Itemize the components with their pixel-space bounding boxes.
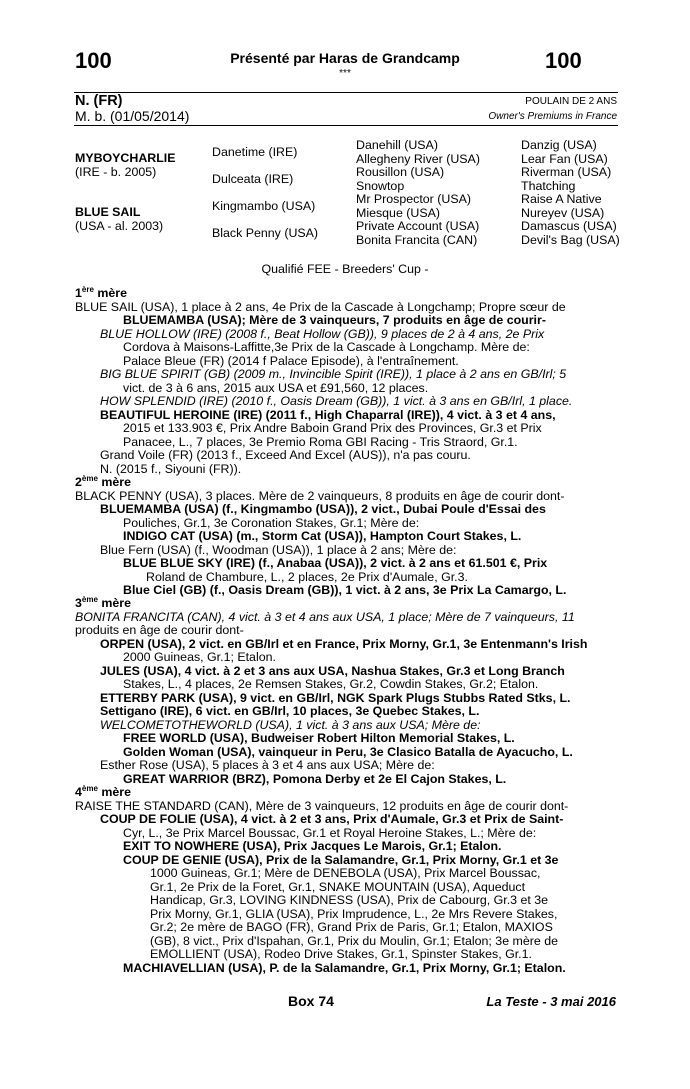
pedigree-gen4-5: Raise A Native [521, 192, 602, 206]
pedigree-gen4-3: Riverman (USA) [521, 165, 612, 179]
pedigree-gen4-8: Devil's Bag (USA) [521, 233, 620, 247]
pedigree-gen3-1: Danehill (USA) [356, 138, 438, 152]
pedigree-gen3-7: Private Account (USA) [356, 219, 480, 233]
text-line: WELCOMETOTHEWORLD (USA), 1 vict. à 3 ans aux USA; Mère de: [100, 718, 481, 732]
text-line: BIG BLUE SPIRIT (GB) (2009 m., Invincible Spirit (IRE)), 1 place à 2 ans en GB/Irl; 5 [100, 367, 567, 381]
text-line: ETTERBY PARK (USA), 9 vict. en GB/Irl, NGK Spark Plugs Stubbs Rated Stks, L. [100, 691, 571, 705]
text-line: Gr.1, 2e Prix de la Foret, Gr.1, SNAKE MOUNTAIN (USA), Aqueduct [150, 880, 526, 894]
pedigree-gen4-7: Damascus (USA) [521, 219, 617, 233]
text-line: Cyr, L., 3e Prix Marcel Boussac, Gr.1 et Royal Heroine Stakes, L.; Mère de: [123, 826, 537, 840]
text-line: Blue Ciel (GB) (f., Oasis Dream (GB)), 1 vict. à 2 ans, 3e Prix La Camargo, L. [123, 583, 567, 597]
text-line: EXIT TO NOWHERE (USA), Prix Jacques Le Marois, Gr.1; Etalon. [123, 839, 502, 853]
header-rule-top [74, 92, 618, 93]
section-4eme-mere: 4ème mère [75, 784, 131, 800]
pedigree-gen2-2: Dulceata (IRE) [212, 172, 294, 186]
text-line: Roland de Chambure, L., 2 places, 2e Prix d'Aumale, Gr.3. [146, 570, 468, 584]
pedigree-gen3-2: Allegheny River (USA) [356, 152, 480, 166]
text-line: BLUEMAMBA (USA) (f., Kingmambo (USA)), 2 vict., Dubai Poule d'Essai des [100, 502, 546, 516]
qualification: Qualifié FEE - Breeders' Cup - [261, 262, 429, 276]
horse-category: POULAIN DE 2 ANS [525, 96, 617, 107]
text-line: 2000 Guineas, Gr.1; Etalon. [123, 650, 276, 664]
text-line: COUP DE GENIE (USA), Prix de la Salamandre, Gr.1, Prix Morny, Gr.1 et 3e [123, 853, 559, 867]
pedigree-sire: MYBOYCHARLIE [75, 151, 176, 165]
text-line: (GB), 8 vict., Prix d'Ispahan, Gr.1, Prix du Moulin, Gr.1; Etalon; 3e mère de [150, 934, 558, 948]
presenter-stars: *** [339, 68, 351, 79]
horse-name: N. (FR) [75, 93, 123, 109]
text-line: COUP DE FOLIE (USA), 4 vict. à 2 et 3 ans, Prix d'Aumale, Gr.3 et Prix de Saint- [100, 812, 564, 826]
text-line: HOW SPLENDID (IRE) (2010 f., Oasis Dream (GB)), 1 vict. à 3 ans en GB/Irl, 1 place. [100, 394, 573, 408]
text-line: 2015 et 133.903 €, Prix Andre Baboin Grand Prix des Provinces, Gr.3 et Prix [123, 421, 542, 435]
text-line: EMOLLIENT (USA), Rodeo Drive Stakes, Gr.1, Spinster Stakes, Gr.1. [150, 947, 532, 961]
pedigree-gen4-1: Danzig (USA) [521, 138, 597, 152]
text-line: Gr.2; 2e mère de BAGO (FR), Grand Prix de Paris, Gr.1; Etalon, MAXIOS [150, 920, 553, 934]
text-line: Settigano (IRE), 6 vict. en GB/Irl, 10 places, 3e Quebec Stakes, L. [100, 704, 480, 718]
text-line: BLUEMAMBA (USA); Mère de 3 vainqueurs, 7 produits en âge de courir- [123, 313, 546, 327]
text-line: INDIGO CAT (USA) (m., Storm Cat (USA)), Hampton Court Stakes, L. [123, 529, 522, 543]
pedigree-gen4-4: Thatching [521, 179, 576, 193]
text-line: Prix Morny, Gr.1, GLIA (USA), Prix Imprudence, L., 2e Mrs Revere Stakes, [150, 907, 558, 921]
text-line: Cordova à Maisons-Laffitte,3e Prix de la Cascade à Longchamp. Mère de: [123, 340, 530, 354]
text-line: Palace Bleue (FR) (2014 f Palace Episode), à l'entraînement. [123, 354, 459, 368]
lot-number-right: 100 [545, 48, 582, 73]
pedigree-gen2-4: Black Penny (USA) [212, 226, 319, 240]
section-3eme-mere: 3ème mère [75, 595, 131, 611]
text-line: MACHIAVELLIAN (USA), P. de la Salamandre, Gr.1, Prix Morny, Gr.1; Etalon. [123, 961, 566, 975]
owner-premiums: Owner's Premiums in France [488, 111, 617, 122]
text-line: BLACK PENNY (USA), 3 places. Mère de 2 vainqueurs, 8 produits en âge de courir dont- [75, 489, 565, 503]
pedigree-dam-info: (USA - al. 2003) [75, 219, 164, 233]
pedigree-gen3-8: Bonita Francita (CAN) [356, 233, 478, 247]
text-line: FREE WORLD (USA), Budweiser Robert Hilton Memorial Stakes, L. [123, 731, 515, 745]
horse-details: M. b. (01/05/2014) [75, 108, 190, 124]
text-line: Blue Fern (USA) (f., Woodman (USA)), 1 place à 2 ans; Mère de: [100, 543, 457, 557]
pedigree-gen3-5: Mr Prospector (USA) [356, 192, 471, 206]
text-line: BLUE HOLLOW (IRE) (2008 f., Beat Hollow (GB)), 9 places de 2 à 4 ans, 2e Prix [100, 327, 545, 341]
presenter-title: Présenté par Haras de Grandcamp [230, 50, 460, 66]
lot-number-left: 100 [75, 48, 112, 73]
text-line: produits en âge de courir dont- [75, 623, 244, 637]
text-line: BEAUTIFUL HEROINE (IRE) (2011 f., High Chaparral (IRE)), 4 vict. à 3 et 4 ans, [100, 408, 556, 422]
pedigree-gen2-1: Danetime (IRE) [212, 145, 298, 159]
pedigree-gen2-3: Kingmambo (USA) [212, 199, 316, 213]
text-line: Esther Rose (USA), 5 places à 3 et 4 ans aux USA; Mère de: [100, 758, 435, 772]
pedigree-gen4-2: Lear Fan (USA) [521, 152, 608, 166]
text-line: Stakes, L., 4 places, 2e Remsen Stakes, Gr.2, Cowdin Stakes, Gr.2; Etalon. [123, 677, 539, 691]
text-line: Golden Woman (USA), vainqueur in Peru, 3e Clasico Batalla de Ayacucho, L. [123, 745, 573, 759]
header-rule-bottom [74, 125, 618, 126]
text-line: Panacee, L., 7 places, 3e Premio Roma GBI Racing - Tris Straord, Gr.1. [123, 435, 518, 449]
text-line: BLUE BLUE SKY (IRE) (f., Anabaa (USA)), 2 vict. à 2 ans et 61.501 €, Prix [123, 556, 548, 570]
pedigree-gen4-6: Nureyev (USA) [521, 206, 605, 220]
text-line: N. (2015 f., Siyouni (FR)). [100, 462, 242, 476]
text-line: RAISE THE STANDARD (CAN), Mère de 3 vainqueurs, 12 produits en âge de courir dont- [75, 799, 569, 813]
pedigree-gen3-3: Rousillon (USA) [356, 165, 445, 179]
section-1ere-mere: 1ère mère [75, 285, 127, 301]
text-line: Grand Voile (FR) (2013 f., Exceed And Excel (AUS)), n'a pas couru. [100, 448, 471, 462]
text-line: BONITA FRANCITA (CAN), 4 vict. à 3 et 4 ans aux USA, 1 place; Mère de 7 vainqueurs, 11 [75, 610, 575, 624]
pedigree-sire-info: (IRE - b. 2005) [75, 165, 157, 179]
section-2eme-mere: 2ème mère [75, 474, 131, 490]
text-line: Handicap, Gr.3, LOVING KINDNESS (USA), Prix de Cabourg, Gr.3 et 3e [150, 893, 549, 907]
text-line: vict. de 3 à 6 ans, 2015 aux USA et £91,560, 12 places. [123, 381, 429, 395]
text-line: 1000 Guineas, Gr.1; Mère de DENEBOLA (USA), Prix Marcel Boussac, [150, 866, 541, 880]
pedigree-gen3-6: Miesque (USA) [356, 206, 441, 220]
text-line: Pouliches, Gr.1, 3e Coronation Stakes, Gr.1; Mère de: [123, 516, 420, 530]
pedigree-dam: BLUE SAIL [75, 205, 141, 219]
footer-event: La Teste - 3 mai 2016 [486, 994, 616, 1009]
text-line: GREAT WARRIOR (BRZ), Pomona Derby et 2e El Cajon Stakes, L. [123, 772, 507, 786]
text-line: BLUE SAIL (USA), 1 place à 2 ans, 4e Prix de la Cascade à Longchamp; Propre sœur de [75, 300, 566, 314]
pedigree-gen3-4: Snowtop [356, 179, 405, 193]
text-line: ORPEN (USA), 2 vict. en GB/Irl et en France, Prix Morny, Gr.1, 3e Entenmann's Irish [100, 637, 588, 651]
text-line: JULES (USA), 4 vict. à 2 et 3 ans aux USA, Nashua Stakes, Gr.3 et Long Branch [100, 664, 565, 678]
footer-box: Box 74 [288, 993, 334, 1009]
